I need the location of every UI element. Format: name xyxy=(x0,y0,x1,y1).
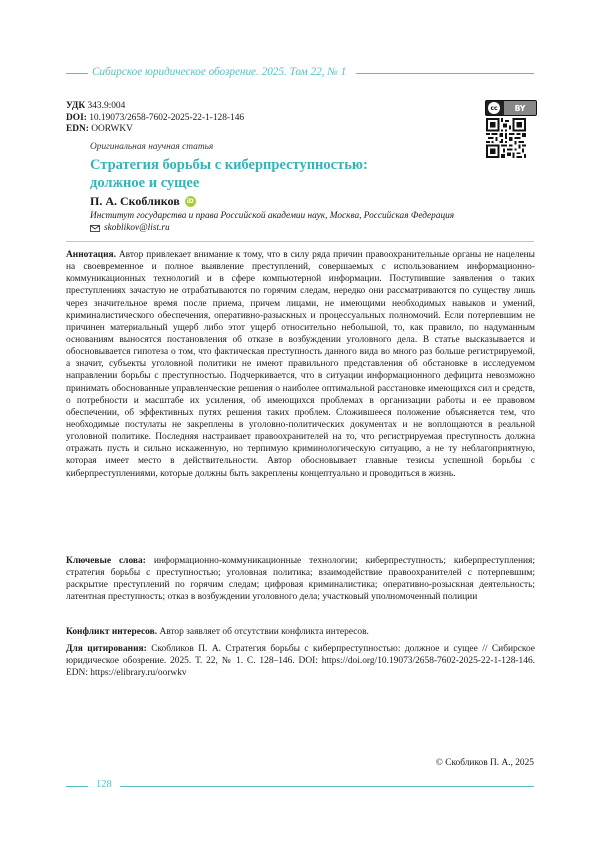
keywords xyxy=(66,555,535,604)
citation xyxy=(66,643,535,679)
abstract xyxy=(66,249,535,480)
footer-rule-left xyxy=(66,786,88,787)
author-affiliation: Институт государства и права Российской академии наук, Москва, Российская Федерация xyxy=(90,211,455,221)
page-number: 128 xyxy=(96,779,112,790)
doi-line: DOI: 10.19073/2658-7602-2025-22-1-128-146 xyxy=(66,112,245,123)
keywords-text: информационно-коммуникационные технологии; киберпреступность; киберпреступления; стратегия борьбы с преступностью; уголовная политика; взаимодействие правоохранителей с потерпевшим; раскрытие преступлений по горячим следам; цифровая криминалистика; оперативно-розыскная деятельность; латентная преступность; отказ в возбуждении уголовного дела; участковый уполномоченный полиции xyxy=(66,556,535,603)
citation-label: Для цитирования: xyxy=(66,644,147,654)
edn-line: EDN: OORWKV xyxy=(66,124,133,135)
author-email[interactable]: skoblikov@list.ru xyxy=(104,223,170,233)
orcid-icon[interactable]: iD xyxy=(186,198,194,205)
section-divider xyxy=(66,241,534,242)
author-email-line xyxy=(90,223,170,233)
page-footer xyxy=(66,778,534,794)
creative-commons-icon: cc xyxy=(488,102,500,114)
author-name: П. А. Скобликов xyxy=(90,194,180,208)
header-rule-right xyxy=(356,73,534,74)
envelope-icon xyxy=(90,225,100,232)
abstract-label: Аннотация. xyxy=(66,250,116,260)
running-header xyxy=(66,64,534,84)
conflict-text: Автор заявляет об отсутствии конфликта интересов. xyxy=(159,627,369,637)
conflict-of-interest xyxy=(66,626,535,638)
article-title xyxy=(90,157,368,192)
udc-line: УДК 343.9:004 xyxy=(66,101,126,111)
keywords-label: Ключевые слова: xyxy=(66,556,146,566)
title-line-1: Стратегия борьбы с киберпреступностью: xyxy=(90,157,368,173)
author-line xyxy=(90,194,196,209)
header-rule-left xyxy=(66,73,88,74)
footer-rule-right xyxy=(120,786,534,787)
cc-by-license-badge[interactable] xyxy=(485,100,537,116)
article-identifiers xyxy=(66,101,244,136)
by-label: BY xyxy=(504,101,536,115)
qr-code-icon xyxy=(486,118,526,158)
citation-text: Скобликов П. А. Стратегия борьбы с киберпреступностью: должное и сущее // Сибирское юридическое обозрение. 2025. Т. 22, № 1. С. 128–146. DOI: https://doi.org/10.19073/2658-7602-2025-22-1-128-146. EDN: https://elibrary.ru/oorwkv xyxy=(66,644,535,679)
copyright-notice: © Скобликов П. А., 2025 xyxy=(435,758,534,768)
journal-running-title: Сибирское юридическое обозрение. 2025. Том 22, № 1 xyxy=(92,66,347,78)
article-type: Оригинальная научная статья xyxy=(90,142,214,152)
conflict-label: Конфликт интересов. xyxy=(66,627,158,637)
abstract-text: Автор привлекает внимание к тому, что в силу ряда причин правоохранительные органы не нацелены на своевременное и полное выявление преступлений, совершаемых с использованием информационно-коммуникационных технологий и в сфере компьютерной информации. Поступившие заявления о таких преступлениях зачастую не отрабатываются по горячим следам, нередко они рассматриваются по существу лишь через значительное время после приема, причем лицами, не имеющими необходимых навыков и умений, криминалистического обеспечения, оперативно-разыскных и процессуальных полномочий. Если потерпевшим не причинен материальный ущерб либо этот ущерб относительно небольшой, то, как правило, по надуманным основаниям выносятся постановления об отказе в возбуждении уголовного дела. В статье высказывается и обосновывается гипотеза о том, что фактическая преступность данного вида во много раз больше регистрируемой, а значит, субъекты уголовной политики не имеют правильного представления об обстановке в исследуемом направлении борьбы с преступностью. Подчеркивается, что в ситуации информационного дефицита невозможно принимать обоснованные управленческие решения о наиболее оптимальной расстановке имеющихся сил и средств, о потребности и масштабе их усиления, об имеющихся проблемах в организации работы и ее правовом обеспечении, об эффективных путях решения таких проблем. Сложившееся положение объясняется тем, что необходимые постулаты не закреплены в уголовно-политических документах и не воплощаются в реальной уголовной политике. Последняя настраивает правоохранителей на то, что регистрируемая преступность должна отражать пусть и сильно искаженную, но терпимую криминологическую ситуацию, а не ту неблагоприятную, которая имеет место в действительности. Автор обосновывает главные тезисы успешной борьбы с киберпреступлениями, которые должны быть закреплены концептуально и проводиться в жизнь. xyxy=(66,250,535,479)
title-line-2: должное и сущее xyxy=(90,174,200,191)
